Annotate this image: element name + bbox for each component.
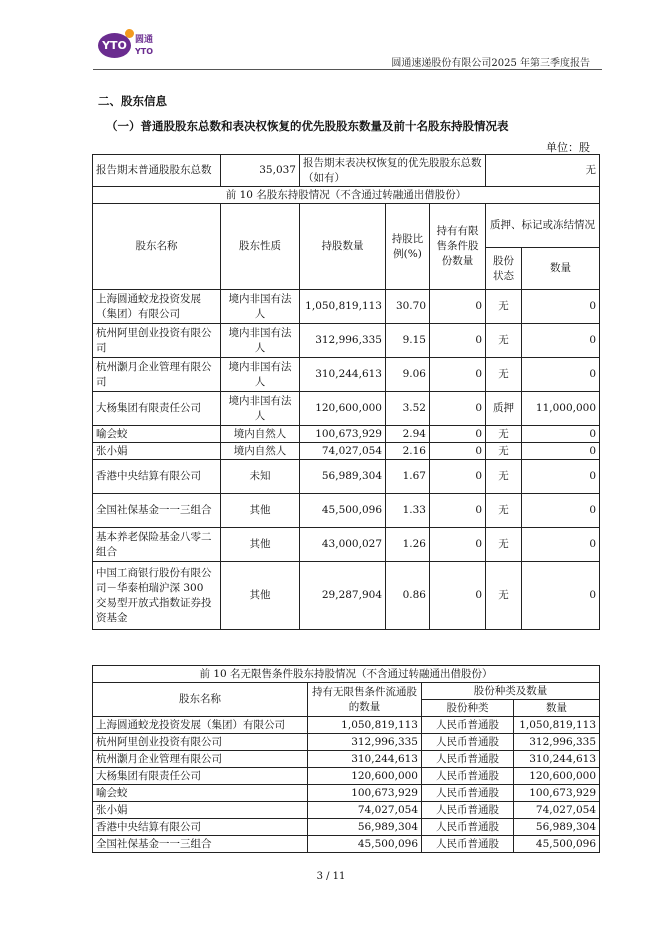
unrestricted-rows [93,717,600,853]
share-class: 人民币普通股 [422,751,514,768]
report-header-title: 圆通速递股份有限公司2025 年第三季度报告 [391,58,590,69]
section-subtitle: （一）普通股股东总数和表决权恢复的优先股股东数量及前十名股东持股情况表 [106,119,509,133]
pledge-quantity: 0 [522,494,600,528]
pledge-status: 质押 [486,392,522,426]
shareholder-nature: 境内非国有法人 [221,290,300,324]
holding-ratio: 2.16 [386,443,430,460]
unrestricted-quantity: 100,673,929 [308,785,422,802]
unrestricted-quantity: 56,989,304 [308,819,422,836]
logo-mark-text: YTO [102,39,127,52]
pref-holders-value: 无 [486,155,600,187]
pledge-status: 无 [486,426,522,443]
shareholder-name: 大杨集团有限责任公司 [93,768,308,785]
table-row [93,494,600,528]
col-header-nature: 股东性质 [221,204,300,290]
header-row [93,683,600,700]
shareholder-nature: 境内自然人 [221,443,300,460]
shares-held: 100,673,929 [300,426,386,443]
total-holders-value: 35,037 [221,155,300,187]
shareholder-name: 大杨集团有限责任公司 [93,392,221,426]
top10-rows [93,290,600,630]
table-row [93,785,600,802]
share-class: 人民币普通股 [422,819,514,836]
shares-held: 310,244,613 [300,358,386,392]
shares-held: 120,600,000 [300,392,386,426]
table-row [93,734,600,751]
share-class: 人民币普通股 [422,785,514,802]
company-logo [98,33,153,58]
class-quantity: 74,027,054 [514,802,600,819]
holding-ratio: 30.70 [386,290,430,324]
table-row [93,358,600,392]
col-header-class-qty: 数量 [514,700,600,717]
table-row [93,836,600,853]
pledge-quantity: 0 [522,443,600,460]
restricted-shares: 0 [430,290,486,324]
holding-ratio: 1.67 [386,460,430,494]
header-row [93,204,600,248]
table-row [93,768,600,785]
col-header-class-group: 股份种类及数量 [422,683,600,700]
shareholder-nature: 境内非国有法人 [221,324,300,358]
pledge-quantity: 0 [522,290,600,324]
shares-held: 43,000,027 [300,528,386,562]
yto-logo-icon [98,33,131,58]
pledge-quantity: 0 [522,324,600,358]
shareholder-nature: 其他 [221,494,300,528]
pledge-quantity: 0 [522,426,600,443]
col-header-pledge-status: 股份状态 [486,248,522,290]
shareholder-name: 杭州阿里创业投资有限公司 [93,324,221,358]
shares-held: 56,989,304 [300,460,386,494]
shareholder-name: 张小娟 [93,443,221,460]
share-class: 人民币普通股 [422,768,514,785]
unrestricted-quantity: 45,500,096 [308,836,422,853]
shareholder-nature: 未知 [221,460,300,494]
table-row [93,290,600,324]
holding-ratio: 2.94 [386,426,430,443]
pledge-status: 无 [486,443,522,460]
logo-accent-dot [125,29,134,38]
shares-held: 29,287,904 [300,562,386,630]
col-header-pledge: 质押、标记或冻结情况 [486,204,600,248]
holding-ratio: 3.52 [386,392,430,426]
shareholder-name: 基本养老保险基金八零二组合 [93,528,221,562]
section-title: 二、股东信息 [98,94,167,108]
pledge-status: 无 [486,290,522,324]
pledge-status: 无 [486,358,522,392]
unrestricted-quantity: 120,600,000 [308,768,422,785]
restricted-shares: 0 [430,460,486,494]
pledge-status: 无 [486,460,522,494]
shareholder-nature: 境内非国有法人 [221,392,300,426]
shareholder-name: 香港中央结算有限公司 [93,819,308,836]
shareholder-name: 上海圆通蛟龙投资发展（集团）有限公司 [93,290,221,324]
shareholder-name: 张小娟 [93,802,308,819]
logo-wordmark [135,35,153,57]
pledge-quantity: 0 [522,562,600,630]
share-class: 人民币普通股 [422,734,514,751]
shares-held: 74,027,054 [300,443,386,460]
col-header-ratio: 持股比例(%) [386,204,430,290]
shares-held: 45,500,096 [300,494,386,528]
shareholder-name: 全国社保基金一一三组合 [93,836,308,853]
shareholder-name: 杭州灏月企业管理有限公司 [93,358,221,392]
class-quantity: 312,996,335 [514,734,600,751]
col-header-name: 股东名称 [93,204,221,290]
table-row [93,528,600,562]
pledge-quantity: 0 [522,528,600,562]
pledge-status: 无 [486,562,522,630]
unit-label: 单位：股 [546,141,590,154]
restricted-shares: 0 [430,528,486,562]
table-row [93,819,600,836]
pledge-quantity: 11,000,000 [522,392,600,426]
header-divider [93,69,602,70]
table-section-row [93,187,600,204]
class-quantity: 100,673,929 [514,785,600,802]
pledge-quantity: 0 [522,358,600,392]
table-row [93,426,600,443]
unrestricted-title: 前 10 名无限售条件股东持股情况（不含通过转融通出借股份） [93,666,600,683]
logo-en-text: YTO [135,46,154,56]
shareholder-name: 喻会蛟 [93,785,308,802]
unrestricted-quantity: 74,027,054 [308,802,422,819]
unrestricted-quantity: 1,050,819,113 [308,717,422,734]
shareholder-name: 喻会蛟 [93,426,221,443]
shareholder-name: 全国社保基金一一三组合 [93,494,221,528]
pledge-status: 无 [486,324,522,358]
top10-title: 前 10 名股东持股情况（不含通过转融通出借股份） [93,187,600,204]
shareholder-name: 杭州阿里创业投资有限公司 [93,734,308,751]
shareholder-name: 杭州灏月企业管理有限公司 [93,751,308,768]
summary-row [93,155,600,187]
restricted-shares: 0 [430,562,486,630]
shareholder-name: 上海圆通蛟龙投资发展（集团）有限公司 [93,717,308,734]
col-header-pledge-qty: 数量 [522,248,600,290]
restricted-shares: 0 [430,494,486,528]
pledge-quantity: 0 [522,460,600,494]
holding-ratio: 1.26 [386,528,430,562]
restricted-shares: 0 [430,426,486,443]
unrestricted-shareholders-table [92,665,600,853]
col-header-restricted: 持有有限售条件股份数量 [430,204,486,290]
shares-held: 1,050,819,113 [300,290,386,324]
table-section-row [93,666,600,683]
table-row [93,443,600,460]
restricted-shares: 0 [430,443,486,460]
col-header-shares: 持股数量 [300,204,386,290]
class-quantity: 56,989,304 [514,819,600,836]
shareholder-name: 中国工商银行股份有限公司－华泰柏瑞沪深 300 交易型开放式指数证券投资基金 [93,562,221,630]
page-number: 3 / 11 [316,871,346,882]
shareholder-nature: 其他 [221,562,300,630]
class-quantity: 1,050,819,113 [514,717,600,734]
share-class: 人民币普通股 [422,836,514,853]
holding-ratio: 0.86 [386,562,430,630]
class-quantity: 310,244,613 [514,751,600,768]
total-holders-label: 报告期末普通股股东总数 [93,155,221,187]
restricted-shares: 0 [430,324,486,358]
table-row [93,717,600,734]
restricted-shares: 0 [430,392,486,426]
restricted-shares: 0 [430,358,486,392]
pref-holders-label: 报告期末表决权恢复的优先股股东总数（如有） [300,155,486,187]
table-row [93,802,600,819]
top10-shareholders-table [92,154,600,630]
shareholder-nature: 其他 [221,528,300,562]
class-quantity: 45,500,096 [514,836,600,853]
table-row [93,562,600,630]
col-header-unrestricted-qty: 持有无限售条件流通股的数量 [308,683,422,717]
table-row [93,324,600,358]
unrestricted-quantity: 312,996,335 [308,734,422,751]
holding-ratio: 9.15 [386,324,430,358]
class-quantity: 120,600,000 [514,768,600,785]
unrestricted-quantity: 310,244,613 [308,751,422,768]
pledge-status: 无 [486,494,522,528]
share-class: 人民币普通股 [422,802,514,819]
shareholder-nature: 境内非国有法人 [221,358,300,392]
share-class: 人民币普通股 [422,717,514,734]
table-row [93,392,600,426]
holding-ratio: 9.06 [386,358,430,392]
col-header-class: 股份种类 [422,700,514,717]
table-row [93,460,600,494]
pledge-status: 无 [486,528,522,562]
holding-ratio: 1.33 [386,494,430,528]
shareholder-nature: 境内自然人 [221,426,300,443]
table-row [93,751,600,768]
logo-cn-text: 圆通 [135,34,154,45]
shareholder-name: 香港中央结算有限公司 [93,460,221,494]
shares-held: 312,996,335 [300,324,386,358]
col-header-name: 股东名称 [93,683,308,717]
